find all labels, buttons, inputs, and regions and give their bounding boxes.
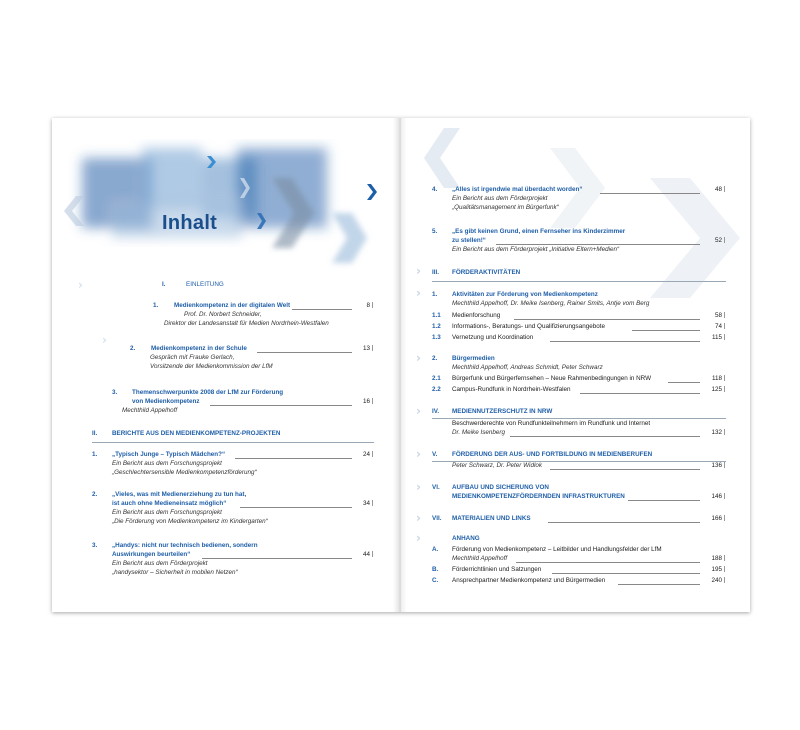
page-number: 34: [362, 500, 370, 507]
entry-author: Prof. Dr. Norbert Schneider,: [184, 311, 262, 318]
chevron-right-icon: ›: [416, 286, 421, 300]
entry-title[interactable]: „Vieles, was mit Medienerziehung zu tun hat,: [112, 491, 247, 498]
page-number: 24: [362, 451, 370, 458]
left-page: [52, 118, 398, 612]
entry-title[interactable]: Ansprechpartner Medienkompetenz und Bürgermedien: [452, 577, 606, 584]
entry-title-line2[interactable]: ist auch ohne Medieneinsatz möglich“: [112, 500, 227, 507]
page-number: 118: [711, 375, 722, 382]
entry-number: 4.: [432, 186, 438, 193]
chevron-right-icon: ›: [416, 351, 421, 365]
entry-number: 1.2: [432, 323, 441, 330]
entry-number: 3.: [92, 542, 98, 549]
entry-title[interactable]: „Alles ist irgendwie mal überdacht worden“: [452, 186, 583, 193]
entry-title[interactable]: Aktivitäten zur Förderung von Medienkompetenz: [452, 291, 598, 298]
section-heading: FÖRDERUNG DER AUS- UND FORTBILDUNG IN MEDIENBERUFEN: [452, 451, 653, 458]
entry-number: 1.: [153, 302, 159, 309]
section-number: II.: [92, 430, 98, 437]
entry-author: Mechthild Appelhoff, Andreas Schmidt, Peter Schwarz: [452, 364, 603, 371]
section-heading: MATERIALIEN UND LINKS: [452, 515, 531, 522]
page-number: 74: [714, 323, 722, 330]
entry-title-line2[interactable]: Auswirkungen beurteilen“: [112, 551, 191, 558]
entry-number: 2.: [130, 345, 136, 352]
entry-title[interactable]: Campus-Rundfunk in Nordrhein-Westfalen: [452, 386, 571, 393]
section-heading: EINLEITUNG: [186, 281, 224, 288]
page-number: 13: [362, 345, 370, 352]
page-title: Inhalt: [162, 212, 218, 234]
page-number: 195: [711, 566, 722, 573]
entry-author: Ein Bericht aus dem Förderprojekt: [452, 195, 548, 202]
right-page: [400, 118, 750, 612]
page-number: 166: [711, 515, 722, 522]
open-book: [52, 118, 750, 612]
entry-number: 1.1: [432, 312, 441, 319]
entry-number: 1.3: [432, 334, 441, 341]
entry-author: Mechthild Appelhoff: [122, 407, 178, 414]
section-heading-line2: MEDIENKOMPETENZFÖRDERNDEN INFRASTRUKTUREN: [452, 493, 625, 500]
page-number: 52: [714, 237, 722, 244]
section-number: III.: [432, 269, 439, 276]
chevron-right-icon: ›: [416, 511, 421, 525]
chevron-right-icon: ›: [416, 404, 421, 418]
page-number: 136: [711, 462, 722, 469]
entry-number: A.: [432, 546, 439, 553]
entry-number: 2.2: [432, 386, 441, 393]
entry-author: Ein Bericht aus dem Forschungsprojekt: [112, 509, 222, 516]
entry-project: „Geschlechtersensible Medienkompetenzförderung“: [112, 469, 257, 476]
page-number: 16: [362, 398, 370, 405]
entry-number: C.: [432, 577, 439, 584]
chevron-right-icon: ›: [416, 480, 421, 494]
book-gutter: [393, 118, 407, 612]
entry-author: Dr. Meike Isenberg: [452, 429, 505, 436]
page-number: 240: [711, 577, 722, 584]
entry-number: 2.1: [432, 375, 441, 382]
entry-title[interactable]: Bürgermedien: [452, 355, 495, 362]
entry-title[interactable]: Bürgerfunk und Bürgerfernsehen – Neue Rahmenbedingungen in NRW: [452, 375, 652, 382]
entry-title[interactable]: Medienkompetenz in der Schule: [151, 345, 247, 352]
entry-project: „Die Förderung von Medienkompetenz im Kindergarten“: [112, 518, 268, 525]
entry-author: Gespräch mit Frauke Gerlach,: [150, 354, 235, 361]
page-number: 125: [711, 386, 722, 393]
section-heading: BERICHTE AUS DEN MEDIENKOMPETENZ-PROJEKTEN: [112, 430, 281, 437]
entry-author: Mechthild Appelhoff, Dr. Meike Isenberg, Rainer Smits, Antje vom Berg: [452, 300, 650, 307]
entry-title[interactable]: Themenschwerpunkte 2008 der LfM zur Förderung: [132, 389, 284, 396]
entry-number: 2.: [432, 355, 438, 362]
entry-number: 5.: [432, 228, 438, 235]
entry-number: 2.: [92, 491, 98, 498]
page-number: 8: [366, 302, 370, 309]
chevron-right-icon: ›: [416, 447, 421, 461]
page-number: 146: [711, 493, 722, 500]
watermark-graphic: [400, 118, 750, 318]
section-heading: ANHANG: [452, 535, 480, 542]
entry-number: B.: [432, 566, 439, 573]
page-number: 115: [711, 334, 722, 341]
chevron-right-icon: ›: [78, 278, 83, 292]
entry-project: „handysektor – Sicherheit in mobilen Netzen“: [112, 569, 238, 576]
section-heading: FÖRDERAKTIVITÄTEN: [452, 269, 521, 276]
entry-title-line2[interactable]: von Medienkompetenz: [132, 398, 200, 405]
entry-title[interactable]: Förderung von Medienkompetenz – Leitbilder und Handlungsfelder der LfM: [452, 546, 662, 553]
entry-title-line2[interactable]: zu stellen!“: [452, 237, 486, 244]
entry-author: Ein Bericht aus dem Förderprojekt: [112, 560, 208, 567]
entry-title[interactable]: Förderrichtlinien und Satzungen: [452, 566, 542, 573]
chevron-right-icon: ›: [416, 531, 421, 545]
section-number: VII.: [432, 515, 442, 522]
entry-number: 3.: [112, 389, 118, 396]
entry-title[interactable]: Medienkompetenz in der digitalen Welt: [174, 302, 291, 309]
page-number: 44: [362, 551, 370, 558]
section-number: V.: [432, 451, 438, 458]
entry-project: „Qualitätsmanagement im Bürgerfunk“: [452, 204, 559, 211]
entry-author-role: Vorsitzende der Medienkommission der LfM: [150, 363, 273, 370]
header-graphic: [52, 118, 398, 278]
entry-title[interactable]: „Typisch Junge – Typisch Mädchen?“: [112, 451, 226, 458]
chevron-right-icon: ›: [416, 264, 421, 278]
entry-author: Ein Bericht aus dem Forschungsprojekt: [112, 460, 222, 467]
page-number: 48: [714, 186, 722, 193]
entry-title[interactable]: Informations-, Beratungs- und Qualifizierungsangebote: [452, 323, 605, 330]
entry-title[interactable]: Medienforschung: [452, 312, 501, 319]
entry-number: 1.: [92, 451, 98, 458]
entry-title[interactable]: „Es gibt keinen Grund, einen Fernseher ins Kinderzimmer: [452, 228, 626, 235]
entry-title[interactable]: Beschwerderechte von Rundfunkteilnehmern im Rundfunk und Internet: [452, 420, 651, 427]
entry-author: Mechthild Appelhoff: [452, 555, 508, 562]
entry-author-role: Direktor der Landesanstalt für Medien Nordrhein-Westfalen: [164, 320, 329, 327]
entry-project: Ein Bericht aus dem Förderprojekt „Initiative Eltern+Medien“: [452, 246, 620, 253]
section-number: VI.: [432, 484, 440, 491]
page-number: 58: [714, 312, 722, 319]
entry-title[interactable]: „Handys: nicht nur technisch bedienen, sondern: [112, 542, 258, 549]
entry-number: 1.: [432, 291, 438, 298]
section-heading: AUFBAU UND SICHERUNG VON: [452, 484, 549, 491]
page-number: 132: [711, 429, 722, 436]
section-number: I.: [162, 281, 166, 288]
page-number: 188: [711, 555, 722, 562]
section-heading: MEDIENNUTZERSCHUTZ IN NRW: [452, 408, 553, 415]
entry-title[interactable]: Vernetzung und Koordination: [452, 334, 534, 341]
entry-author: Peter Schwarz, Dr. Peter Widlok: [452, 462, 542, 469]
chevron-right-icon: ›: [102, 333, 107, 347]
section-number: IV.: [432, 408, 440, 415]
